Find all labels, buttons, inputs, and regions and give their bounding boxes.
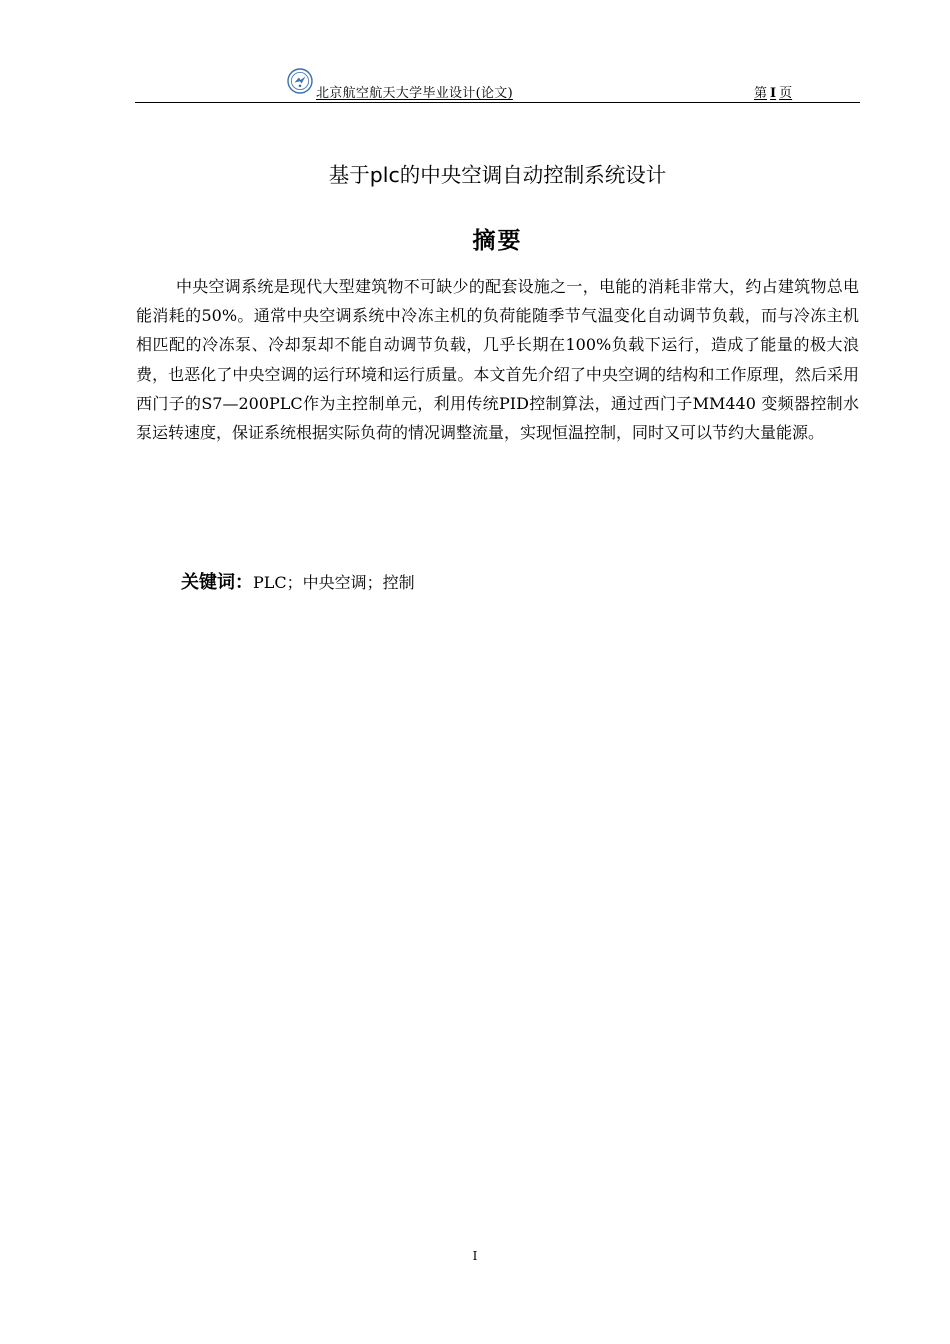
keywords-value: PLC；中央空调；控制 (253, 573, 415, 592)
abstract-body: 中央空调系统是现代大型建筑物不可缺少的配套设施之一，电能的消耗非常大，约占建筑物总电能消耗的50%。通常中央空调系统中冷冻主机的负荷能随季节气温变化自动调节负载，而与冷冻主机相匹配的冷冻泵、冷却泵却不能自动调节负载，几乎长期在100%负载下运行，造成了能量的极大浪费，也恶化了中央空调的运行环境和运行质量。本文首先介绍了中央空调的结构和工作原理，然后采用西门子的S7—200PLC作为主控制单元，利用传统PID控制算法，通过西门子MM440 变频器控制水泵运转速度，保证系统根据实际负荷的情况调整流量，实现恒温控制，同时又可以节约大量能源。 (136, 277, 859, 443)
school-name: 北京航空航天大学毕业设计(论文) (316, 86, 513, 101)
page-header (135, 66, 860, 103)
keywords-label: 关键词： (181, 572, 253, 593)
header-page-number: I (770, 86, 777, 101)
university-seal-icon (287, 68, 313, 94)
header-page-label (754, 82, 792, 101)
header-page-suffix: 页 (779, 86, 793, 101)
keywords-line (181, 568, 415, 594)
document-title: 基于plc的中央空调自动控制系统设计 (328, 163, 667, 187)
footer-page-number: I (472, 1249, 478, 1263)
abstract-heading: 摘要 (472, 228, 523, 254)
header-page-prefix: 第 (754, 86, 768, 101)
